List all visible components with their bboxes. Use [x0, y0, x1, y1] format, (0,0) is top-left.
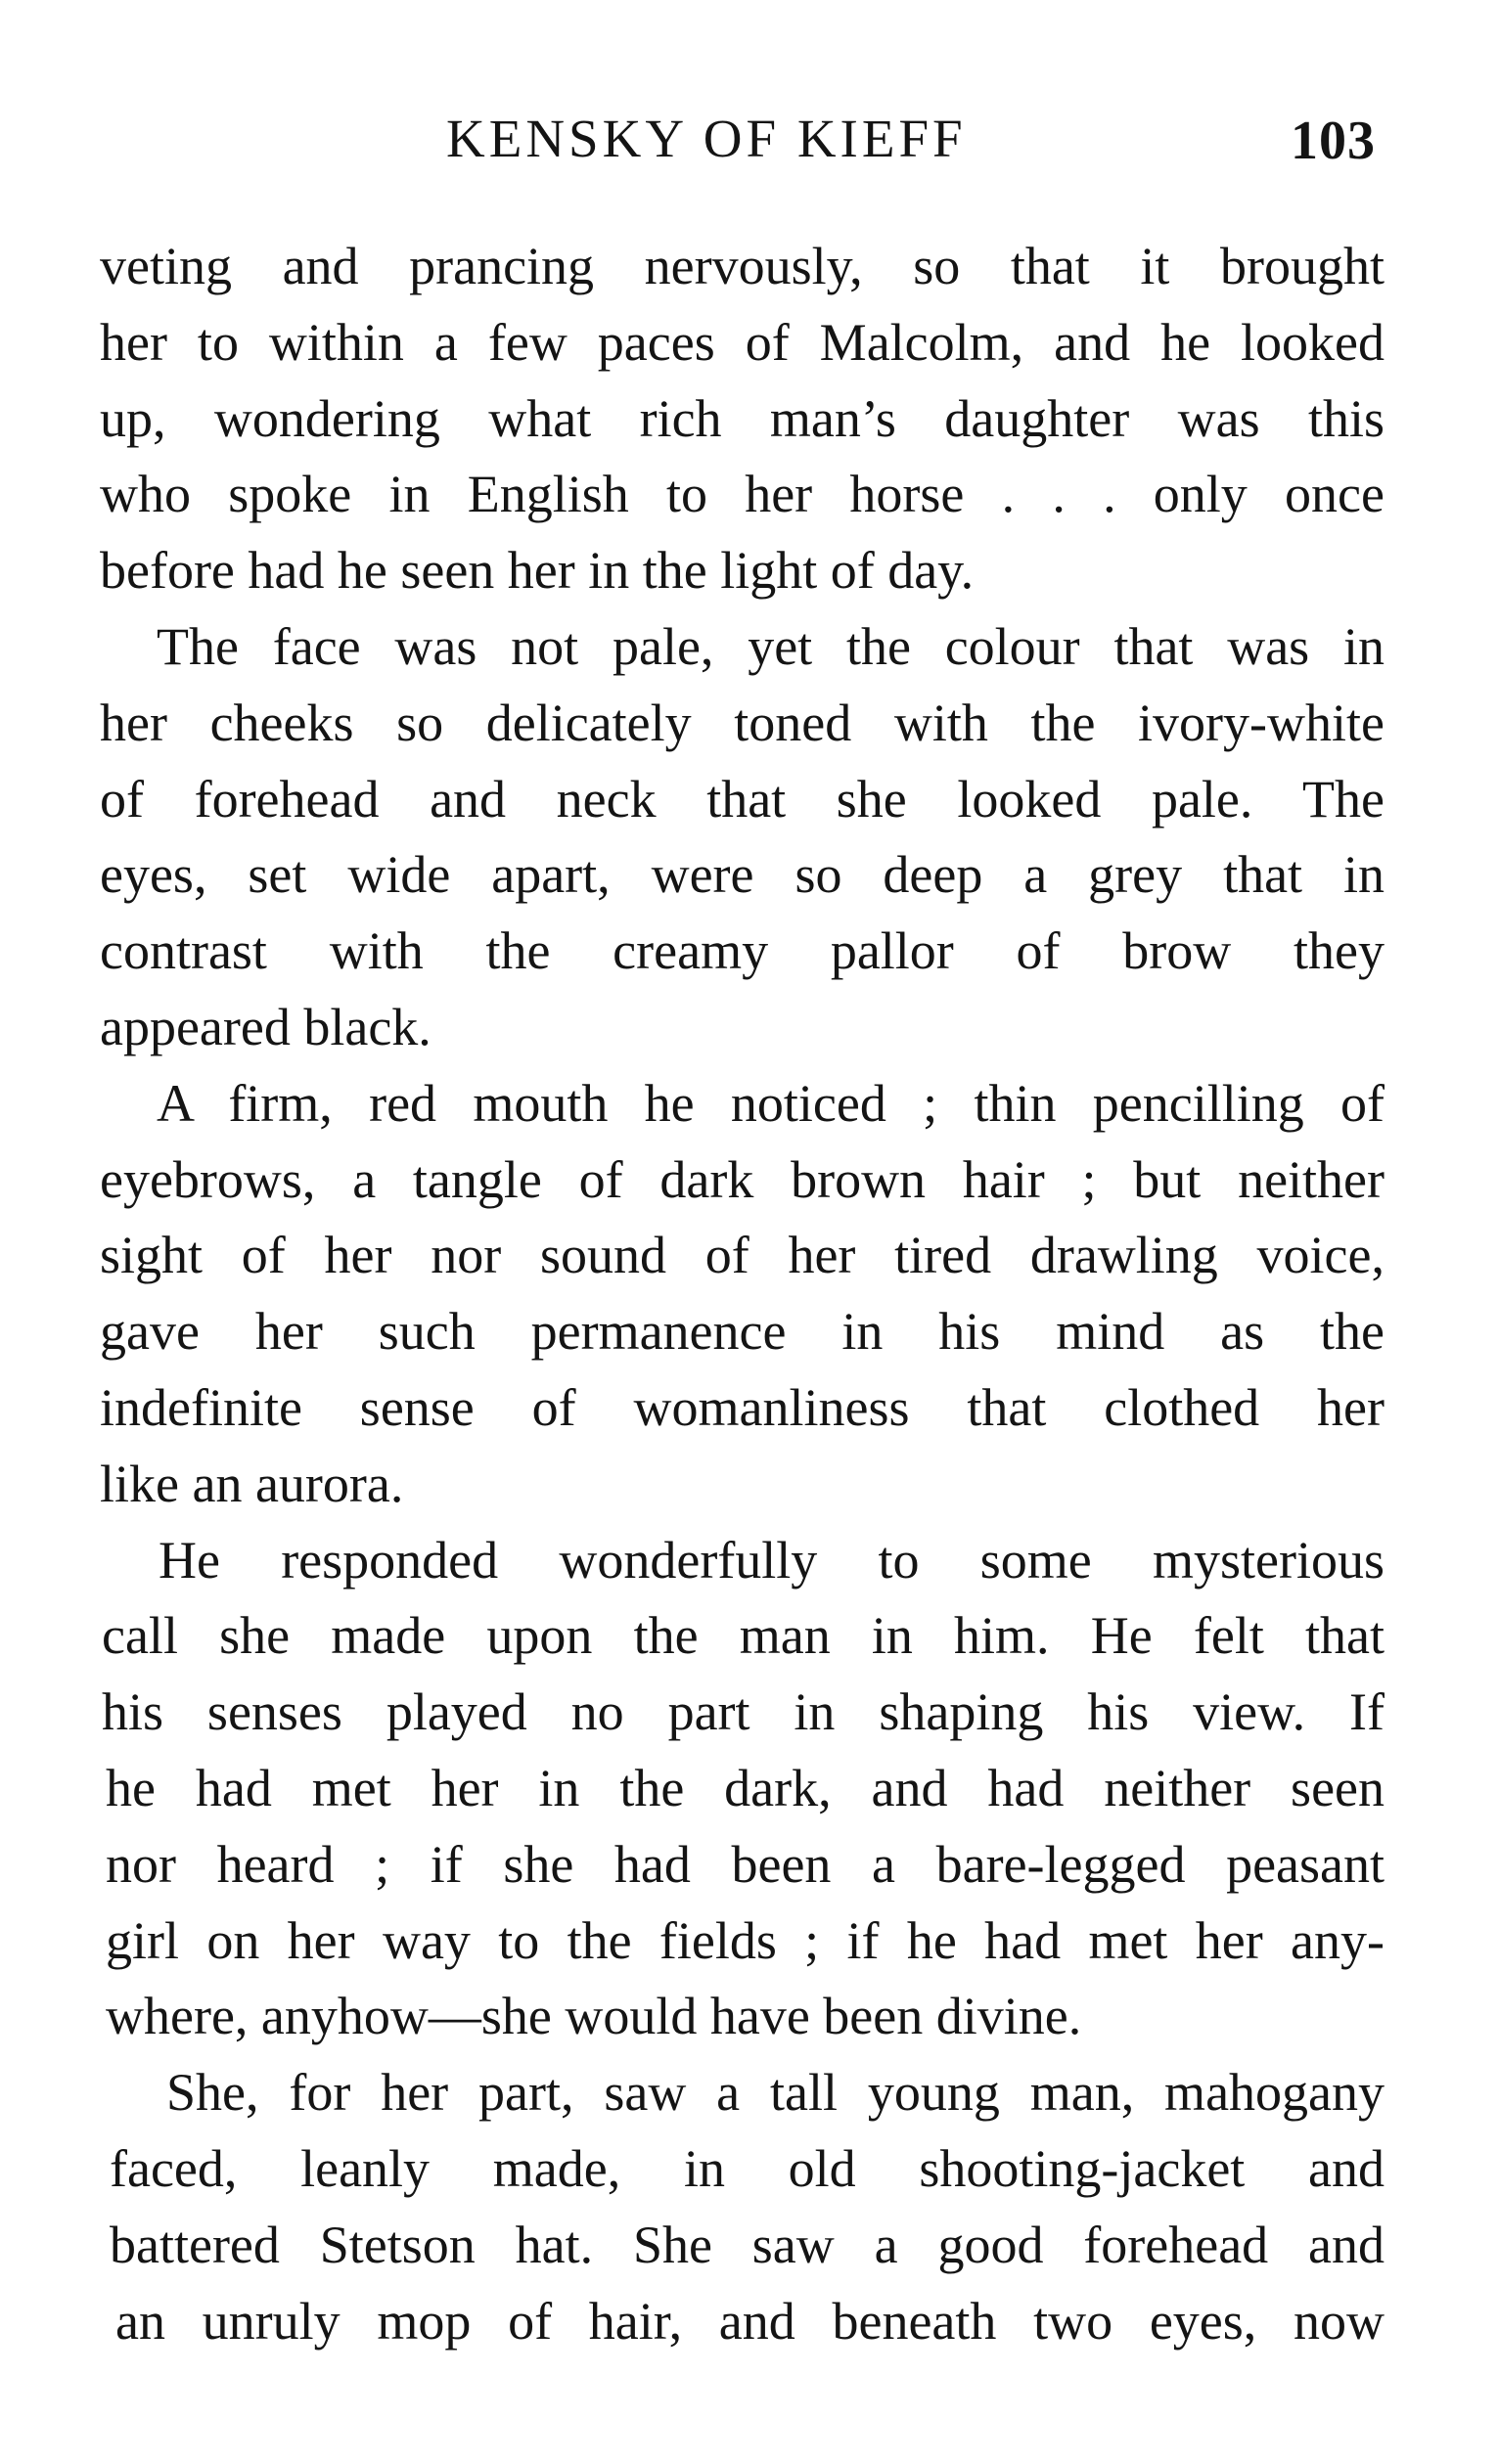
running-title: KENSKY OF KIEFF: [446, 109, 967, 168]
text-line: call she made upon the man in him. He felt that: [102, 1606, 1385, 1666]
text-line: before had he seen her in the light of day.: [100, 541, 975, 601]
text-line: veting and prancing nervously, so that it brought: [100, 237, 1385, 295]
text-line: nor heard ; if she had been a bare-legged peasant: [106, 1834, 1385, 1894]
text-line: like an aurora.: [100, 1454, 404, 1513]
text-line: her to within a few paces of Malcolm, and he looked: [100, 312, 1385, 372]
text-line: an unruly mop of hair, and beneath two eyes, now: [115, 2291, 1385, 2351]
text-line: She, for her part, saw a tall young man, mahogany: [166, 2063, 1385, 2123]
body-text: [100, 229, 1385, 2359]
text-line: contrast with the creamy pallor of brow they: [100, 921, 1385, 981]
text-line: up, wondering what rich man’s daughter was this: [100, 388, 1385, 448]
text-line: indefinite sense of womanliness that clothed her: [100, 1377, 1385, 1437]
text-line: He responded wonderfully to some mysterious: [159, 1530, 1385, 1590]
running-header: [98, 102, 1409, 180]
text-line: girl on her way to the fields ; if he had met her any-: [106, 1910, 1385, 1970]
page-number: 103: [1291, 111, 1376, 171]
text-line: he had met her in the dark, and had neither seen: [106, 1758, 1385, 1817]
text-line: The face was not pale, yet the colour that was in: [157, 616, 1385, 676]
text-line: eyes, set wide apart, were so deep a grey that in: [100, 845, 1385, 905]
text-line: who spoke in English to her horse . . . only once: [100, 465, 1385, 524]
text-line: A firm, red mouth he noticed ; thin pencilling of: [157, 1073, 1385, 1133]
text-line: faced, leanly made, in old shooting-jacket and: [110, 2138, 1385, 2198]
text-line: battered Stetson hat. She saw a good forehead and: [110, 2215, 1385, 2274]
text-line: of forehead and neck that she looked pale. The: [100, 769, 1385, 829]
text-line: appeared black.: [100, 997, 431, 1056]
text-line: his senses played no part in shaping his view. If: [102, 1682, 1385, 1742]
text-line: sight of her nor sound of her tired drawling voice,: [100, 1226, 1385, 1285]
text-line: her cheeks so delicately toned with the ivory-white: [100, 693, 1385, 752]
text-line: eyebrows, a tangle of dark brown hair ; but neither: [100, 1149, 1385, 1209]
text-line: where, anyhow—she would have been divine.: [106, 1987, 1082, 2046]
text-line: gave her such permanence in his mind as the: [100, 1302, 1385, 1362]
